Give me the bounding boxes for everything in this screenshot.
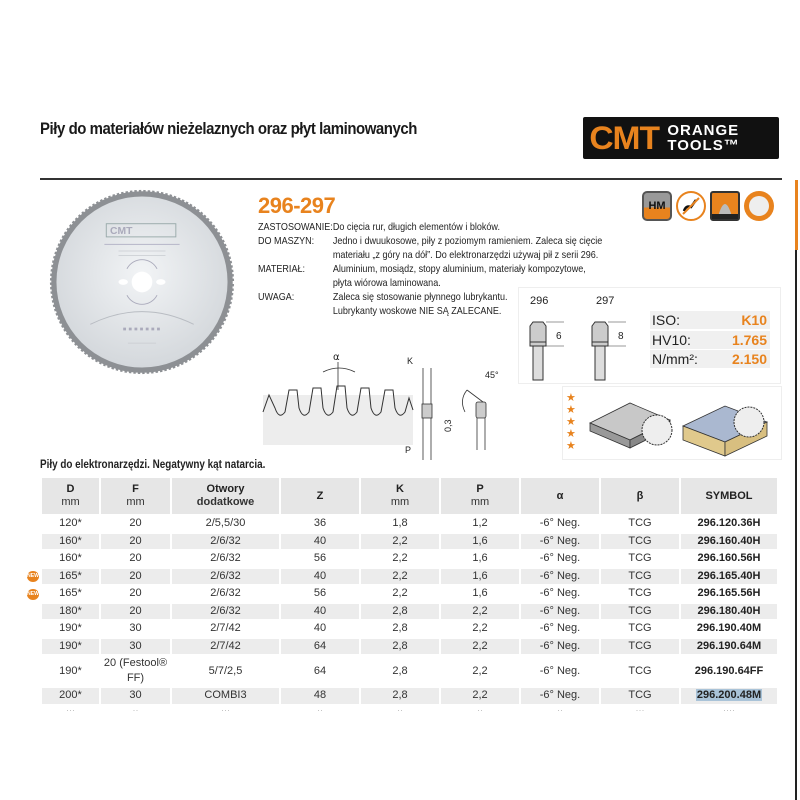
col-header-d: D mm — [42, 478, 99, 514]
dim-296: 6 — [556, 331, 562, 342]
cell-k: 2,2 — [361, 534, 439, 550]
cell-symbol[interactable]: 296.180.40H — [681, 604, 777, 620]
cell-beta: TCG — [601, 604, 679, 620]
cell-z: 40 — [281, 534, 359, 550]
cell-holes: 2/6/32 — [172, 604, 279, 620]
title-divider — [40, 178, 782, 180]
col-header-beta: β — [601, 478, 679, 514]
hv10-row — [650, 331, 770, 349]
table-row — [42, 534, 777, 550]
cell-alpha: -6° Neg. — [521, 604, 599, 620]
cell-d: 190* — [42, 639, 99, 655]
cell-symbol[interactable]: 296.120.36H — [697, 517, 761, 530]
cell-beta: TCG — [628, 587, 652, 600]
cell-f: 20 — [129, 517, 142, 530]
cell-beta: TCG — [601, 569, 679, 585]
series-number: 296-297 — [258, 193, 336, 218]
new-badge-icon: NEW — [27, 589, 39, 600]
cell-holes: 2/6/32 — [210, 587, 241, 600]
cell-beta: TCG — [628, 517, 652, 530]
cell-p: 1,6 — [441, 534, 519, 550]
cell-p: 1,2 — [472, 517, 488, 530]
cell-holes: 2/6/32 — [172, 569, 279, 585]
cell-holes: 5/7/2,5 — [208, 664, 243, 677]
hv10-value: 1.765 — [731, 332, 767, 348]
no-hand-feed-icon — [676, 191, 706, 221]
cell-k: 2,8 — [361, 639, 439, 655]
new-badge-icon: NEW — [27, 571, 39, 582]
page-edge-accent — [795, 180, 798, 250]
cell-d: 160* — [59, 552, 82, 565]
spec-label: UWAGA: — [258, 291, 295, 303]
col-header-alpha: α — [521, 478, 599, 514]
table-subtitle: Piły do elektronarzędzi. Negatywny kąt natarcia. — [40, 459, 266, 471]
label-tag-icon — [744, 191, 774, 221]
star-icon: ★ — [566, 392, 576, 404]
star-icon: ★ — [566, 404, 576, 416]
table-row — [42, 656, 777, 686]
iso-value: K10 — [741, 312, 767, 328]
rating-stars — [566, 392, 578, 452]
col-header-holes: Otwory dodatkowe — [172, 478, 279, 514]
spec-value: Lubrykanty woskowe NIE SĄ ZALECANE. — [332, 304, 502, 317]
product-spec-table — [40, 476, 779, 716]
cell-beta: TCG — [601, 534, 679, 550]
cell-k: 1,8 — [392, 517, 408, 530]
laminated-panel-icon — [590, 403, 672, 448]
spec-application — [258, 221, 500, 235]
cmt-logo — [583, 117, 779, 159]
cell-holes: 2/7/42 — [172, 639, 279, 655]
cell-beta: TCG — [628, 552, 652, 565]
chipboard-block-icon — [683, 406, 767, 456]
table-row — [42, 569, 777, 585]
cell-alpha: -6° Neg. — [539, 622, 581, 635]
cell-d: 160* — [42, 534, 99, 550]
feature-icons — [642, 191, 774, 221]
alpha-label: α — [333, 352, 340, 363]
cell-f: 30 — [101, 688, 170, 704]
star-icon: ★ — [566, 416, 576, 428]
k-label: K — [407, 356, 414, 366]
cell-d: 190* — [59, 622, 82, 635]
saw-blade-image — [48, 188, 236, 376]
cell-f: 20 — [101, 534, 170, 550]
cell-z: 64 — [313, 664, 327, 677]
page-title: Piły do materiałów nieżelaznych oraz płyt laminowanych — [40, 119, 417, 138]
col-header-p: P mm — [441, 478, 519, 514]
cell-beta: TCG — [628, 664, 652, 677]
cell-f: 20 (Festool® FF) — [103, 657, 168, 684]
spec-label: ZASTOSOWANIE: — [258, 221, 333, 233]
cell-k: 2,8 — [392, 622, 408, 635]
cell-d: 120* — [59, 517, 82, 530]
cell-alpha: -6° Neg. — [521, 569, 599, 585]
cell-z: 56 — [313, 587, 327, 600]
cell-holes: 2/5,5/30 — [205, 517, 246, 530]
cell-z: 40 — [281, 569, 359, 585]
cell-f: 20 — [129, 587, 142, 600]
cell-d: 180* — [42, 604, 99, 620]
cell-holes: COMBI3 — [172, 688, 279, 704]
strength-key: N/mm²: — [652, 351, 698, 367]
cell-p: 2,2 — [441, 604, 519, 620]
cell-f: 30 — [101, 639, 170, 655]
col-header-symbol: SYMBOL — [681, 478, 777, 514]
table-header-row — [42, 478, 777, 514]
table-row — [42, 604, 777, 620]
table-row — [42, 551, 777, 567]
strength-value: 2.150 — [731, 351, 767, 367]
cell-f: 20 — [129, 552, 142, 565]
cell-f: 20 — [101, 569, 170, 585]
table-row — [42, 621, 777, 637]
spec-material — [258, 263, 586, 290]
spec-value: materiału „z góry na dół”. Do elektronarzędzi używaj pił z serii 296. — [332, 248, 599, 261]
cell-alpha: -6° Neg. — [539, 552, 581, 565]
cell-d: 200* — [42, 688, 99, 704]
logo-brand: CMT — [589, 120, 659, 156]
material-pictograms — [585, 388, 775, 458]
cell-symbol[interactable]: 296.160.56H — [697, 552, 761, 565]
cell-z: 64 — [281, 639, 359, 655]
cell-z: 40 — [313, 622, 327, 635]
label-296: 296 — [530, 295, 549, 307]
cell-alpha: -6° Neg. — [539, 587, 581, 600]
logo-line1: ORANGE — [667, 122, 740, 139]
cell-symbol[interactable]: 296.165.40H — [681, 569, 777, 585]
cell-symbol[interactable]: 296.160.40H — [681, 534, 777, 550]
cell-p: 2,2 — [441, 688, 519, 704]
cell-p: 2,2 — [441, 639, 519, 655]
cell-d: 165* — [59, 587, 82, 600]
cell-p: 1,6 — [472, 587, 488, 600]
thickness-label: 0,3 — [443, 419, 453, 432]
table-row-cutoff: ··· ·· ··· ·· ·· ·· ·· ··· ···· — [66, 705, 735, 714]
cell-holes: 2/6/32 — [210, 552, 241, 565]
spec-value: Jedno i dwuukosowe, piły z poziomym ramieniem. Zaleca się cięcie — [332, 235, 603, 247]
page-edge-line — [795, 180, 797, 800]
cell-d: 190* — [59, 664, 82, 677]
star-icon: ★ — [566, 428, 576, 440]
label-297: 297 — [596, 295, 615, 307]
cell-p: 2,2 — [472, 664, 488, 677]
cell-alpha: -6° Neg. — [521, 688, 599, 704]
cell-holes: 2/6/32 — [172, 534, 279, 550]
col-header-f: F mm — [101, 478, 170, 514]
cell-symbol[interactable]: 296.190.64FF — [694, 664, 764, 677]
spec-label: DO MASZYN: — [258, 235, 315, 247]
spec-value: Aluminium, mosiądz, stopy aluminium, materiały kompozytowe, — [332, 263, 586, 275]
cell-symbol[interactable]: 296.190.40M — [696, 622, 762, 635]
iso-row — [650, 311, 770, 329]
cell-symbol[interactable]: 296.165.56H — [697, 587, 761, 600]
cell-d: 165* — [42, 569, 99, 585]
star-icon: ★ — [566, 440, 576, 452]
cell-z: 48 — [281, 688, 359, 704]
col-header-z: Z — [281, 478, 359, 514]
svg-text:CMT: CMT — [110, 226, 133, 238]
tooth-geometry-diagram — [255, 350, 510, 460]
cell-k: 2,8 — [392, 664, 408, 677]
cell-symbol[interactable]: 296.190.64M — [681, 639, 777, 655]
table-row-selected — [42, 688, 777, 704]
col-header-k: K mm — [361, 478, 439, 514]
cell-z: 36 — [313, 517, 327, 530]
logo-line2: TOOLS™ — [667, 137, 740, 154]
cell-k: 2,2 — [392, 587, 408, 600]
cell-p: 1,6 — [472, 552, 488, 565]
blade-profile-icon — [710, 191, 740, 221]
tooth-profile-diagram — [518, 290, 648, 382]
cell-alpha: -6° Neg. — [521, 534, 599, 550]
table-row — [42, 586, 777, 602]
cell-beta: TCG — [628, 622, 652, 635]
spec-label: MATERIAŁ: — [258, 263, 306, 275]
p-label: P — [405, 445, 412, 455]
strength-row — [650, 350, 770, 368]
cell-symbol-selected[interactable]: 296.200.48M — [696, 689, 762, 702]
cell-beta: TCG — [601, 639, 679, 655]
cell-f: 20 — [101, 604, 170, 620]
cell-k: 2,8 — [361, 604, 439, 620]
cell-k: 2,2 — [392, 552, 408, 565]
spec-machines — [258, 235, 602, 262]
cell-p: 1,6 — [441, 569, 519, 585]
cell-holes: 2/7/42 — [210, 622, 241, 635]
hm-carbide-icon: HM — [642, 191, 672, 221]
angle-label: 45° — [485, 370, 499, 380]
cell-f: 30 — [129, 622, 142, 635]
cell-z: 56 — [313, 552, 327, 565]
cell-k: 2,8 — [361, 688, 439, 704]
cell-z: 40 — [281, 604, 359, 620]
cell-k: 2,2 — [361, 569, 439, 585]
hv10-key: HV10: — [652, 332, 691, 348]
table-row — [42, 639, 777, 655]
cell-alpha: -6° Neg. — [521, 639, 599, 655]
spec-value: Zaleca się stosowanie płynnego lubrykantu. — [332, 291, 508, 303]
cell-alpha: -6° Neg. — [539, 517, 581, 530]
spec-note — [258, 291, 508, 318]
dim-297: 8 — [618, 331, 624, 342]
spec-value: płyta wiórowa laminowana. — [332, 276, 441, 289]
cell-beta: TCG — [601, 688, 679, 704]
cell-p: 2,2 — [472, 622, 488, 635]
cell-alpha: -6° Neg. — [539, 664, 581, 677]
spec-value: Do cięcia rur, długich elementów i bloków. — [332, 221, 500, 233]
table-row — [42, 516, 777, 532]
iso-key: ISO: — [652, 312, 681, 328]
